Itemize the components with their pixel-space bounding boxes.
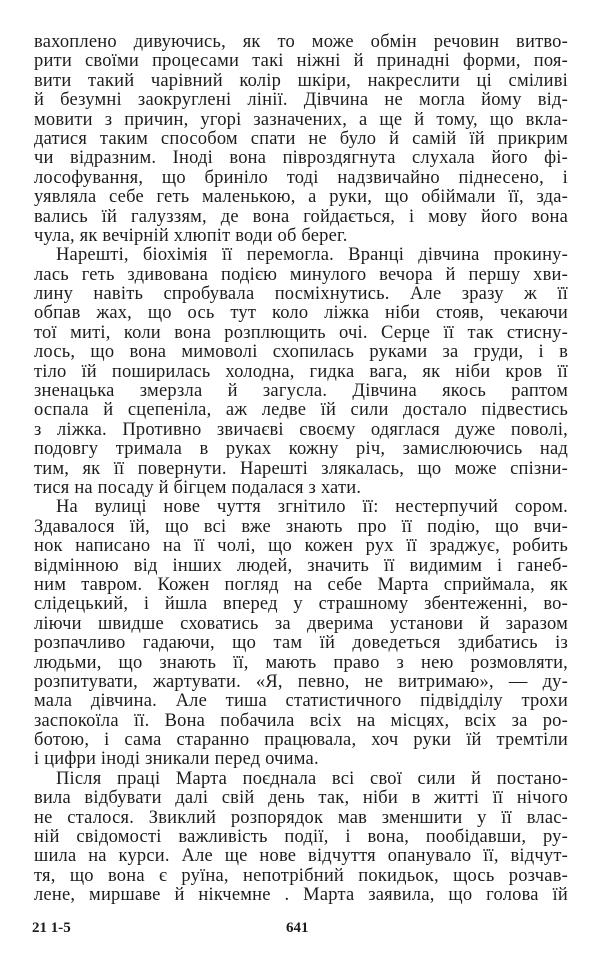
text-line: з ліжка. Противно звичаєві своєму одяглася дуже поволі, [34,419,568,440]
text-line: тя, що вона є руїна, непотрібний покидьок, щось розчав- [34,865,568,886]
text-line: лось, що вона мимоволі схопилась руками за груди, і в [34,342,568,363]
text-line: уявляла себе геть маленькою, а руки, що обіймали її, зда- [34,187,568,208]
text-line: ним тавром. Кожен погляд на себе Марта сприймала, як [34,574,568,595]
text-line: Після праці Марта поєднала всі свої сили й постано- [56,768,568,789]
text-line: не сталося. Звиклий розпорядок мав зменшити у її влас- [34,807,568,828]
paragraph [34,246,568,498]
text-line: тим, як її повернути. Нарешті злякалась, що може спізни- [34,458,568,479]
text-line: тої миті, коли вона розплющить очі. Серце її так стисну- [34,322,568,343]
text-line: лене, миршаве й нікчемне . Марта заявила, що голова їй [34,885,568,906]
text-line: розпитувати, жартувати. «Я, певно, не витримаю», — ду- [34,671,568,692]
paragraph [34,498,568,769]
text-line: слідецький, і йшла вперед у страшному збентеженні, во- [34,594,568,615]
text-line: Нарешті, біохімія її перемогла. Вранці дівчина прокину- [56,245,568,266]
text-line: лину навіть спробувала посміхнутись. Але зразу ж її [34,284,568,305]
text-line: відмінною від інших людей, значить її видимим і ганеб- [34,555,568,576]
paragraph [34,33,568,246]
text-line: вити такий чарівний колір шкіри, накреслити ці сміливі [34,70,568,91]
text-line: ній свідомості важливість події, і вона, пообідавши, ру- [34,827,568,848]
text-line: тіло їй поширилась холодна, гидка вага, як ніби кров її [34,361,568,382]
text-line: мала дівчина. Але тиша статистичного підвідділу трохи [34,691,568,712]
text-line: лась геть здивована подією минулого вечора й першу хви- [34,264,568,285]
text-line: вила відбувати далі свій день так, ніби в житті її нічого [34,788,568,809]
text-line: вались їй галуззям, де вона гойдається, і мову його вона [34,206,568,227]
text-line: ліючи швидше сховатись за дверима установи й заразом [34,613,568,634]
text-line: й безумні заокруглені лінії. Дівчина не могла йому від- [34,90,568,111]
text-line: нок написано на її чолі, що кожен рух її зраджує, робить [34,536,568,557]
text-line: заспокоїла її. Вона побачила всіх на місцях, всіх за ро- [34,710,568,731]
text-line: чи відразним. Іноді вона півроздягнута слухала його фі- [34,148,568,169]
text-line: рити своїми процесами такі ніжні й принадні форми, поя- [34,51,568,72]
paragraph [34,770,568,906]
text-line: Здавалося їй, що всі вже знають про її подію, що вчи- [34,516,568,537]
printer-signature-mark: 21 1-5 [32,920,71,936]
text-line: і цифри іноді зникали перед очима. [34,749,319,770]
text-line: ботою, і сама старанно працювала, хоч руки їй тремтіли [34,730,568,751]
text-line: чула, як вечірній хлюпіт води об берег. [34,225,348,246]
text-line: зненацька змерзла й загусла. Дівчина якось раптом [34,381,568,402]
text-line: мовити з причин, угорі зазначених, а ще й тому, що вкла- [34,109,568,130]
text-line: оспала й сцепеніла, аж ледве їй сили достало підвестись [34,400,568,421]
text-line: вахоплено дивуючись, як то може обмін речовин витво- [34,32,568,52]
text-line: подовгу тримала в руках кожну річ, замислюючись над [34,439,568,460]
text-line: обпав жах, що ось тут коло ліжка ніби стояв, чекаючи [34,303,568,324]
page-number: 641 [286,920,309,936]
text-line: тися на посаду й бігцем подалася з хати. [34,477,362,498]
text-line: На вулиці нове чуття згнітило її: нестерпучий сором. [56,497,568,518]
text-line: розпачливо гадаючи, що там їй доведеться здибатись із [34,633,568,654]
text-line: людьми, що знають її, мають право з нею розмовляти, [34,652,568,673]
page-body-text [34,33,568,906]
text-line: лософування, що бриніло тоді надзвичайно піднесено, і [34,167,568,188]
text-line: шила на курси. Але ще нове відчуття опанувало її, відчут- [34,846,568,867]
text-line: датися таким способом спати не було й самій їй прикрим [34,128,568,149]
